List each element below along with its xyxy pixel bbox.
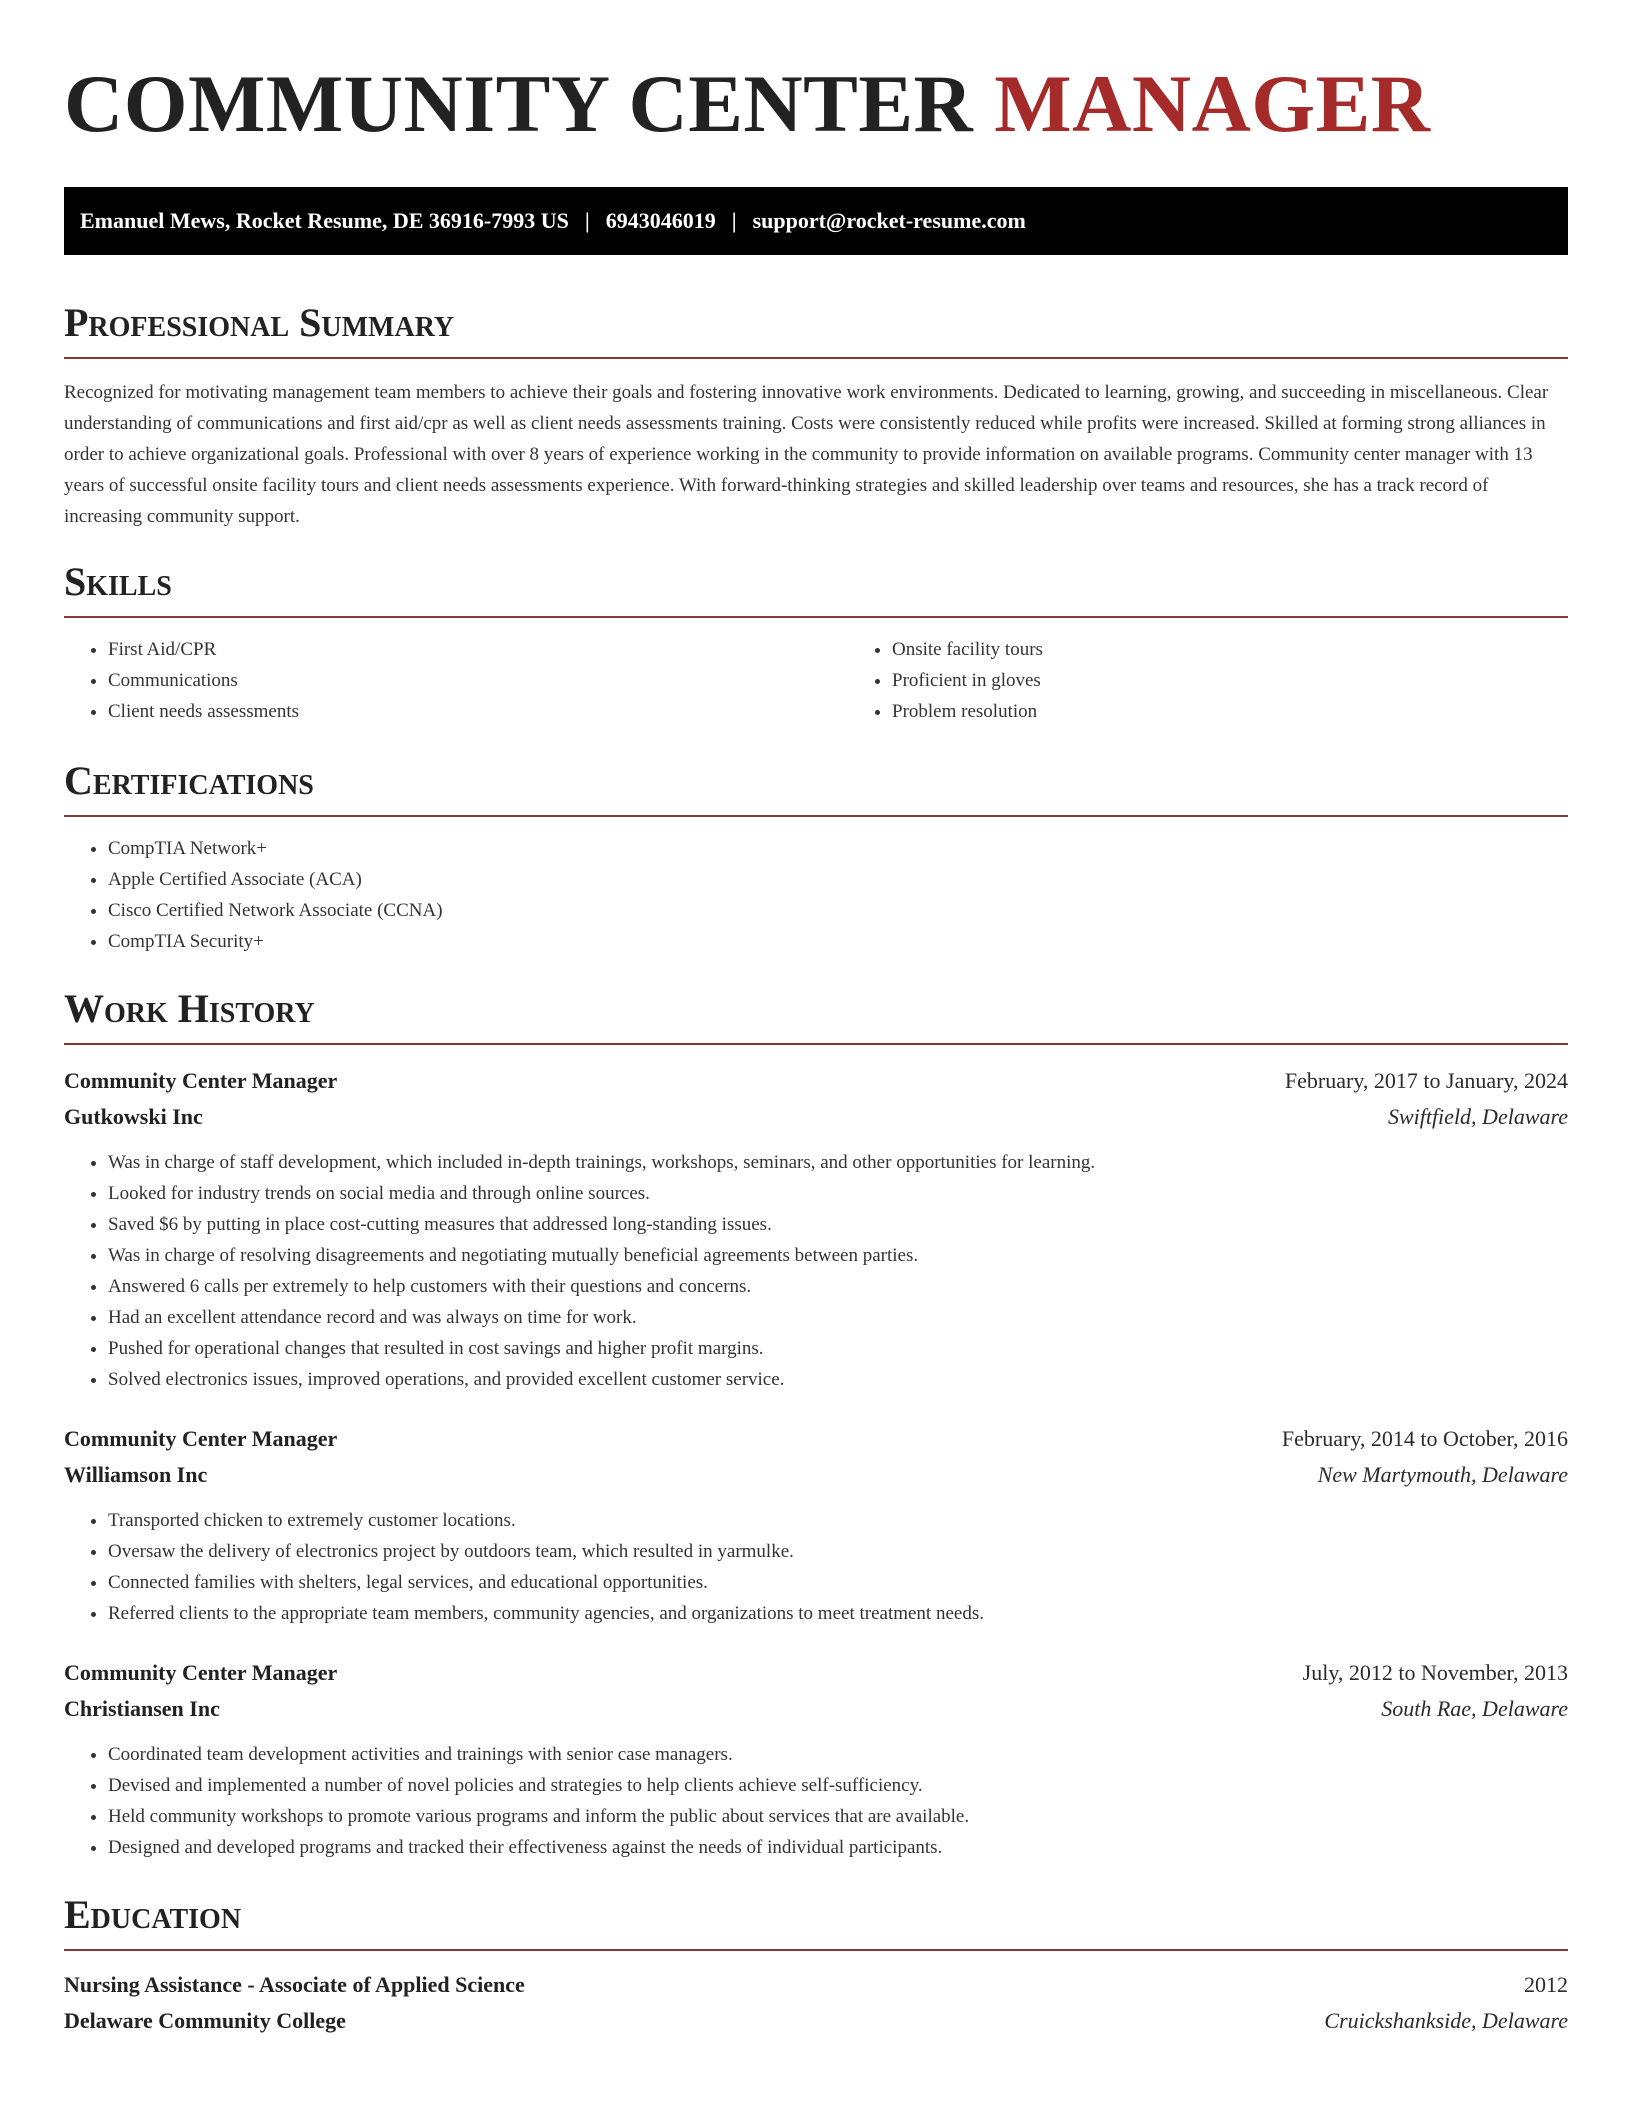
certification-item: • Apple Certified Associate (ACA) [108,864,1568,895]
job-bullet: • Was in charge of staff development, which included in-depth trainings, workshops, seminars, and other opportunities for learning. [108,1147,1568,1178]
job-title: Community Center Manager [64,1068,338,1093]
job-bullet: • Oversaw the delivery of electronics project by outdoors team, which resulted in yarmulke. [108,1536,1568,1567]
section-title-skills: Skills [64,558,1568,618]
summary-text: Recognized for motivating management team members to achieve their goals and fostering innovative work environments. Dedicated to learning, growing, and succeeding in miscellaneous. Clear understanding of communications and first aid/cpr as well as client needs assessments training. Costs were consistently reduced while profits were increased. Skilled at forming strong alliances in order to achieve organizational goals. Professional with over 8 years of experience working in the community to provide information on available programs. Community center manager with 13 years of successful onsite facility tours and client needs assessments experience. With forward-thinking strategies and skilled leadership over teams and resources, she has a track record of increasing community support. [64,382,1549,527]
contact-separator: | [584,208,590,233]
job-bullet: • Devised and implemented a number of novel policies and strategies to help clients achieve self-sufficiency. [108,1770,1568,1801]
job-location: South Rae, Delaware [1381,1696,1568,1721]
job-company-row [64,1457,1568,1493]
education-location: Cruickshankside, Delaware [1324,2008,1568,2033]
job-company: Williamson Inc [64,1462,208,1487]
job-entry [64,1655,1568,1863]
skills-section [64,558,1568,727]
certifications-list [64,833,1568,957]
skill-item: • First Aid/CPR [108,634,848,665]
contact-bar [64,187,1568,255]
section-title-summary: Professional Summary [64,299,1568,359]
job-bullet: • Answered 6 calls per extremely to help customers with their questions and concerns. [108,1271,1568,1302]
work-history-section [64,985,1568,1863]
resume-title [64,0,1568,152]
skill-item: • Proficient in gloves [892,665,1632,696]
contact-address: Emanuel Mews, Rocket Resume, DE 36916-7993 US [80,208,569,233]
section-title-work-history: Work History [64,985,1568,1045]
education-degree: Nursing Assistance - Associate of Applied Science [64,1972,525,1997]
skill-item: • Onsite facility tours [892,634,1632,665]
job-bullet: • Was in charge of resolving disagreements and negotiating mutually beneficial agreements between parties. [108,1240,1568,1271]
job-bullets [64,1739,1568,1863]
job-bullet: • Connected families with shelters, legal services, and educational opportunities. [108,1567,1568,1598]
job-entry [64,1421,1568,1629]
job-bullet: • Had an excellent attendance record and was always on time for work. [108,1302,1568,1333]
job-company: Christiansen Inc [64,1696,220,1721]
job-bullet: • Solved electronics issues, improved operations, and provided excellent customer service. [108,1364,1568,1395]
education-school: Delaware Community College [64,2008,346,2033]
section-title-certifications: Certifications [64,757,1568,817]
job-entry [64,1063,1568,1395]
certification-item: • CompTIA Security+ [108,926,1568,957]
certification-item: • Cisco Certified Network Associate (CCNA) [108,895,1568,926]
skills-list-right [848,634,1632,727]
job-header-row [64,1421,1568,1457]
contact-phone: 6943046019 [605,208,716,233]
job-header-row [64,1655,1568,1691]
certification-item: • CompTIA Network+ [108,833,1568,864]
job-location: Swiftfield, Delaware [1387,1104,1568,1129]
job-bullet: • Coordinated team development activities and trainings with senior case managers. [108,1739,1568,1770]
job-bullet: • Saved $6 by putting in place cost-cutting measures that addressed long-standing issues. [108,1209,1568,1240]
education-school-row [64,2003,1568,2039]
summary-section [64,299,1568,532]
job-title: Community Center Manager [64,1426,338,1451]
job-location: New Martymouth, Delaware [1317,1462,1568,1487]
job-bullet: • Designed and developed programs and tracked their effectiveness against the needs of individual participants. [108,1832,1568,1863]
job-bullets [64,1505,1568,1629]
section-title-education: Education [64,1891,1568,1951]
skill-item: • Client needs assessments [108,696,848,727]
job-dates: February, 2014 to October, 2016 [1281,1426,1568,1451]
skills-list-left [64,634,848,727]
job-dates: February, 2017 to January, 2024 [1284,1068,1568,1093]
certifications-section [64,757,1568,957]
job-bullet: • Pushed for operational changes that resulted in cost savings and higher profit margins. [108,1333,1568,1364]
job-header-row [64,1063,1568,1099]
education-entry [64,1967,1568,2039]
contact-separator: | [731,208,737,233]
contact-email: support@rocket-resume.com [752,208,1026,233]
job-company-row [64,1099,1568,1135]
title-first: COMMUNITY CENTER [64,58,974,149]
education-degree-row [64,1967,1568,2003]
education-year: 2012 [1524,1972,1568,1997]
skill-item: • Problem resolution [892,696,1632,727]
job-bullets [64,1147,1568,1395]
title-last: MANAGER [994,58,1431,149]
job-company-row [64,1691,1568,1727]
education-section [64,1891,1568,2039]
job-bullet: • Held community workshops to promote various programs and inform the public about services that are available. [108,1801,1568,1832]
job-bullet: • Looked for industry trends on social media and through online sources. [108,1178,1568,1209]
job-bullet: • Referred clients to the appropriate team members, community agencies, and organizations to meet treatment needs. [108,1598,1568,1629]
skill-item: • Communications [108,665,848,696]
job-title: Community Center Manager [64,1660,338,1685]
skills-columns [64,618,1568,727]
job-bullet: • Transported chicken to extremely customer locations. [108,1505,1568,1536]
job-company: Gutkowski Inc [64,1104,203,1129]
job-dates: July, 2012 to November, 2013 [1302,1660,1568,1685]
